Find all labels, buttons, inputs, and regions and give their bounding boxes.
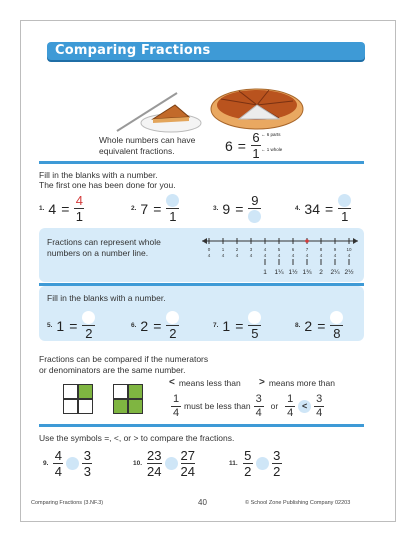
example-equals: =	[237, 137, 246, 154]
number-line-label: 6	[291, 247, 295, 252]
problem-number: 5.	[47, 322, 53, 329]
fraction-a-denominator: 2	[244, 464, 252, 479]
number-line-label: 4	[277, 253, 281, 258]
problem-numerator: 9	[251, 193, 259, 208]
number-line-label: 4	[249, 253, 253, 258]
number-line-label: 4	[291, 253, 295, 258]
answer-blank[interactable]	[248, 311, 261, 324]
problem-denominator: 1	[75, 209, 84, 224]
more-than-text: means more than	[268, 378, 335, 388]
answer-blank[interactable]	[166, 311, 179, 324]
number-line-label: 4	[235, 253, 239, 258]
ex-middle-text: must be less than	[184, 401, 251, 412]
compare-blank[interactable]	[66, 457, 79, 470]
problem-number: 10.	[133, 460, 143, 467]
ex-denominator-2: 4	[316, 407, 323, 419]
number-line-text-2: numbers on a number line.	[47, 248, 149, 258]
problem-denominator: 1	[341, 209, 349, 224]
problem-whole: 7	[140, 200, 149, 217]
ex-denominator-1: 4	[172, 407, 180, 419]
compare-text-2: or denominators are the same number.	[39, 365, 186, 375]
example-whole: 6	[225, 137, 233, 154]
example-numerator: 6	[252, 130, 260, 145]
fraction-a-numerator: 23	[147, 448, 162, 463]
number-line-label: 1	[221, 247, 225, 252]
whole-label: ← 1 whole	[261, 147, 283, 152]
answer-blank[interactable]	[330, 311, 343, 324]
problem-whole: 9	[222, 200, 231, 217]
problem-5	[47, 311, 95, 340]
fraction-a-denominator: 4	[54, 464, 63, 479]
fraction-b-denominator: 2	[273, 464, 281, 479]
problem-denominator: 8	[333, 326, 341, 341]
number-line-label: 5	[277, 247, 281, 252]
equals-sign: =	[69, 317, 78, 334]
equals-sign: =	[153, 200, 162, 217]
intro-text-2: equivalent fractions.	[99, 146, 175, 156]
grid-cell-shaded	[128, 384, 143, 399]
problem-whole: 2	[304, 317, 313, 334]
equals-sign: =	[317, 317, 326, 334]
problem-2	[131, 194, 179, 223]
problem-number: 3.	[213, 205, 219, 212]
equals-sign: =	[325, 200, 334, 217]
answer-blank[interactable]	[338, 194, 351, 207]
equals-sign: =	[235, 200, 244, 217]
compare-example	[171, 394, 324, 419]
ex-numerator-2: 3	[316, 393, 323, 405]
number-line-label: 10	[346, 247, 352, 252]
problem-denominator: 2	[169, 326, 177, 341]
number-line-mixed-label: 1½	[288, 269, 298, 276]
footer-right: © School Zone Publishing Company 02203	[245, 500, 351, 506]
number-line-mixed-label: 1	[263, 269, 267, 276]
number-line-label: 4	[263, 247, 267, 252]
equals-sign: =	[153, 317, 162, 334]
answer-blank[interactable]	[82, 311, 95, 324]
compare-blank[interactable]	[165, 457, 178, 470]
section3-instruction: Use the symbols =, <, or > to compare the fractions.	[39, 433, 235, 443]
intro-example	[225, 131, 261, 160]
footer-left: Comparing Fractions (3.NF.3)	[31, 500, 104, 506]
problem-number: 4.	[295, 205, 301, 212]
problem-number: 6.	[131, 322, 137, 329]
problem-whole: 2	[140, 317, 149, 334]
problem-number: 9.	[43, 460, 49, 467]
number-line-label: 7	[305, 247, 309, 252]
grid-cell-shaded	[128, 399, 143, 414]
pie-illustration	[109, 69, 309, 141]
number-line-text-1: Fractions can represent whole	[47, 237, 161, 247]
number-line-mixed-label: 1¾	[302, 269, 312, 276]
equals-sign: =	[235, 317, 244, 334]
number-line-mixed-label: 1¼	[274, 269, 284, 276]
ex-denominator-1: 4	[287, 407, 294, 419]
number-line-mixed-label: 2	[319, 269, 323, 276]
grid-cell	[78, 399, 93, 414]
worksheet-page	[20, 20, 396, 522]
title-bar	[47, 42, 365, 60]
problem-3	[213, 194, 261, 223]
fraction-b-numerator: 3	[83, 448, 92, 463]
section2-instruction: Fill in the blanks with a number.	[47, 293, 166, 303]
problem-number: 1.	[39, 205, 45, 212]
problem-number: 2.	[131, 205, 137, 212]
one-fourth-square	[63, 384, 93, 414]
less-than-symbol: <	[169, 377, 175, 388]
less-than-text: means less than	[178, 378, 241, 388]
problem-whole: 4	[48, 200, 57, 217]
divider-3	[39, 424, 364, 427]
intro-text-1: Whole numbers can have	[99, 135, 196, 145]
fraction-b-numerator: 27	[180, 448, 195, 463]
ex-symbol: <	[298, 400, 311, 413]
problem-7	[213, 311, 261, 340]
grid-cell	[63, 399, 78, 414]
problem-denominator: 1	[169, 209, 177, 224]
answer-numerator: 4	[75, 193, 84, 208]
number-line-marker	[305, 239, 309, 243]
page-title: Comparing Fractions	[55, 43, 211, 58]
compare-text-1: Fractions can be compared if the numerators	[39, 354, 209, 364]
fraction-b-denominator: 24	[180, 464, 195, 479]
ex-or: or	[270, 401, 279, 412]
problem-whole: 1	[56, 317, 65, 334]
number-line-label: 4	[221, 253, 225, 258]
grid-cell-shaded	[78, 384, 93, 399]
ex-numerator-2: 3	[255, 393, 262, 405]
answer-blank[interactable]	[166, 194, 179, 207]
more-than-symbol: >	[259, 377, 265, 388]
problem-denominator: 2	[85, 326, 93, 341]
problem-4	[295, 194, 351, 223]
problem-11	[229, 449, 282, 478]
fraction-b-numerator: 3	[273, 448, 281, 463]
problem-whole: 1	[222, 317, 231, 334]
problem-10	[133, 449, 195, 478]
number-line-label: 3	[249, 247, 253, 252]
divider-1	[39, 161, 364, 164]
fraction-a-numerator: 5	[244, 448, 252, 463]
number-line	[199, 233, 361, 279]
example-denominator: 1	[252, 146, 260, 161]
number-line-label: 0	[207, 247, 211, 252]
problem-6	[131, 311, 179, 340]
number-line-label: 4	[347, 253, 351, 258]
section1-instruction-1: Fill in the blanks with a number.	[39, 170, 158, 180]
fraction-a-denominator: 24	[147, 464, 162, 479]
answer-blank[interactable]	[248, 210, 261, 223]
less-than-key	[169, 378, 241, 389]
problem-whole: 34	[304, 200, 320, 217]
problem-8	[295, 311, 343, 340]
compare-blank[interactable]	[256, 457, 269, 470]
number-line-label: 4	[263, 253, 267, 258]
number-line-label: 2	[235, 247, 239, 252]
problem-denominator: 5	[251, 326, 259, 341]
number-line-label: 8	[319, 247, 323, 252]
grid-cell	[63, 384, 78, 399]
ex-denominator-2: 4	[255, 407, 262, 419]
three-fourths-square	[113, 384, 143, 414]
more-than-key	[259, 378, 335, 389]
parts-label: ← 6 parts	[261, 132, 281, 137]
problem-number: 7.	[213, 322, 219, 329]
equals-sign: =	[61, 200, 70, 217]
number-line-mixed-label: 2¼	[330, 269, 340, 276]
problem-number: 11.	[229, 460, 238, 467]
problem-number: 8.	[295, 322, 301, 329]
ex-numerator-1: 1	[172, 393, 180, 405]
fraction-a-numerator: 4	[54, 448, 63, 463]
ex-numerator-1: 1	[287, 393, 294, 405]
page-number: 40	[198, 498, 207, 507]
number-line-mixed-label: 2½	[344, 269, 354, 276]
number-line-label: 4	[333, 253, 337, 258]
number-line-label: 9	[333, 247, 337, 252]
grid-cell-shaded	[113, 399, 128, 414]
number-line-label: 4	[319, 253, 323, 258]
section1-instruction-2: The first one has been done for you.	[39, 180, 176, 190]
fraction-b-denominator: 3	[83, 464, 92, 479]
problem-9	[43, 449, 92, 478]
grid-cell	[113, 384, 128, 399]
problem-1	[39, 194, 84, 223]
number-line-label: 4	[305, 253, 309, 258]
number-line-label: 4	[207, 253, 211, 258]
